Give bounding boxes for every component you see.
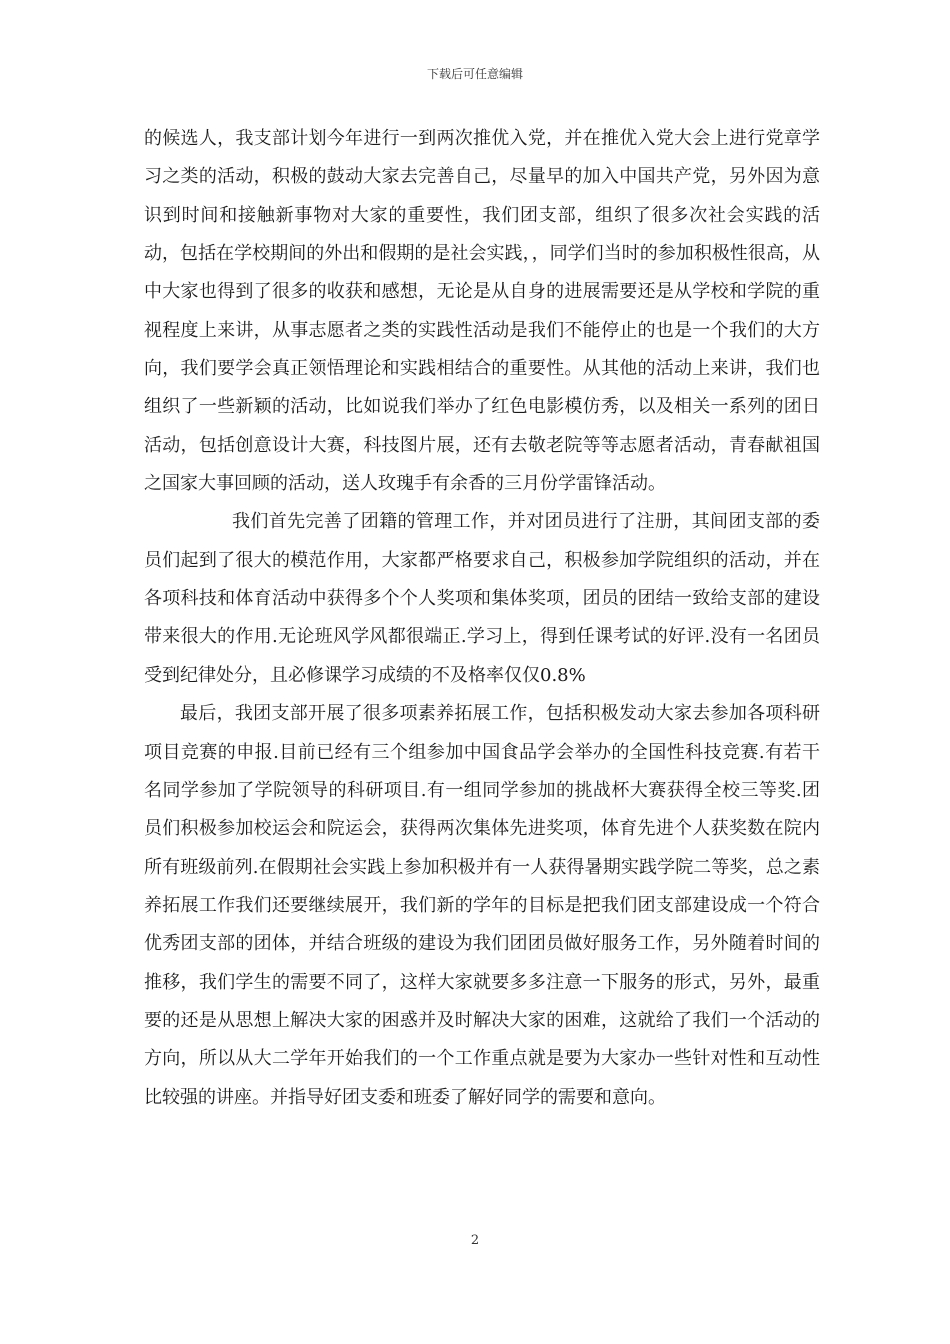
page-header: 下载后可任意编辑 [426,67,523,81]
document-body [144,120,820,1117]
paragraph-2: 我们首先完善了团籍的管理工作，并对团员进行了注册，其间团支部的委员们起到了很大的模范作用，大家都严格要求自己，积极参加学院组织的活动，并在各项科技和体育活动中获得多个个人奖项和集体奖项，团员的团结一致给支部的建设带来很大的作用.无论班风学风都很端正.学习上，得到任课考试的好评.没有一名团员受到纪律处分，且必修课学习成绩的不及格率仅仅0.8% [144,511,820,686]
paragraph-1: 的候选人，我支部计划今年进行一到两次推优入党，并在推优入党大会上进行党章学习之类的活动，积极的鼓动大家去完善自己，尽量早的加入中国共产党，另外因为意识到时间和接触新事物对大家的重要性，我们团支部，组织了很多次社会实践的活动，包括在学校期间的外出和假期的是社会实践，，同学们当时的参加积极性很高，从中大家也得到了很多的收获和感想，无论是从自身的进展需要还是从学校和学院的重视程度上来讲，从事志愿者之类的实践性活动是我们不能停止的也是一个我们的大方向，我们要学会真正领悟理论和实践相结合的重要性。从其他的活动上来讲，我们也组织了一些新颖的活动，比如说我们举办了红色电影模仿秀，以及相关一系列的团日活动，包括创意设计大赛，科技图片展，还有去敬老院等等志愿者活动，青春献祖国之国家大事回顾的活动，送人玫瑰手有余香的三月份学雷锋活动。 [144,128,820,495]
paragraph-3: 最后，我团支部开展了很多项素养拓展工作，包括积极发动大家去参加各项科研项目竞赛的申报.目前已经有三个组参加中国食品学会举办的全国性科技竞赛.有若干名同学参加了学院领导的科研项目.有一组同学参加的挑战杯大赛获得全校三等奖.团员们积极参加校运会和院运会，获得两次集体先进奖项，体育先进个人获奖数在院内所有班级前列.在假期社会实践上参加积极并有一人获得暑期实践学院二等奖，总之素养拓展工作我们还要继续展开，我们新的学年的目标是把我们团支部建设成一个符合优秀团支部的团体，并结合班级的建设为我们团团员做好服务工作，另外随着时间的推移，我们学生的需要不同了，这样大家就要多多注意一下服务的形式，另外，最重要的还是从思想上解决大家的困惑并及时解决大家的困难，这就给了我们一个活动的方向，所以从大二学年开始我们的一个工作重点就是要为大家办一些针对性和互动性比较强的讲座。并指导好团支委和班委了解好同学的需要和意向。 [144,703,820,1108]
page-number: 2 [470,1233,480,1248]
